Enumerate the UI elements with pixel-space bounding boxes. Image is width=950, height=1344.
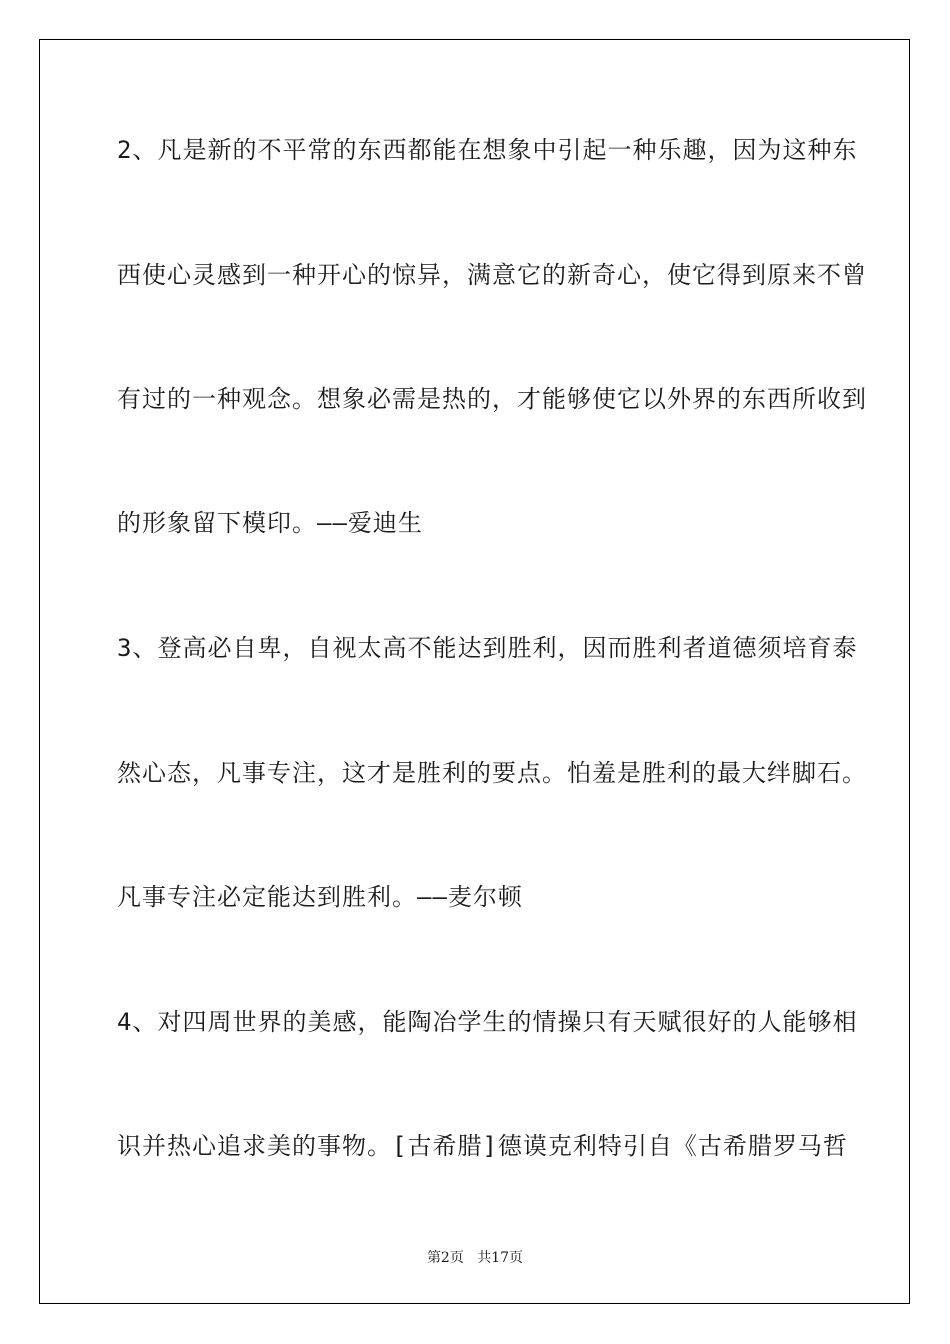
text-line-5: 3、登高必自卑，自视太高不能达到胜利，因而胜利者道德须培育泰 <box>117 634 858 662</box>
text-line-8: 4、对四周世界的美感，能陶冶学生的情操只有天赋很好的人能够相 <box>117 1008 858 1036</box>
text-line-2: 西使心灵感到一种开心的惊异，满意它的新奇心，使它得到原来不曾 <box>117 261 867 289</box>
page-footer <box>0 1247 950 1267</box>
text-line-4: 的形象留下模印。——爱迪生 <box>117 509 423 537</box>
text-line-3: 有过的一种观念。想象必需是热的，才能够使它以外界的东西所收到 <box>117 385 867 413</box>
text-line-1: 2、凡是新的不平常的东西都能在想象中引起一种乐趣，因为这种东 <box>117 136 858 164</box>
page-total: 共17页 <box>477 1250 524 1266</box>
text-line-9: 识并热心追求美的事物。[古希腊]德谟克利特引自《古希腊罗马哲 <box>117 1132 848 1160</box>
text-line-7: 凡事专注必定能达到胜利。——麦尔顿 <box>117 883 523 911</box>
page-number: 第2页 <box>426 1250 464 1266</box>
text-line-6: 然心态，凡事专注，这才是胜利的要点。怕羞是胜利的最大绊脚石。 <box>117 759 867 787</box>
page-border <box>39 39 910 1304</box>
